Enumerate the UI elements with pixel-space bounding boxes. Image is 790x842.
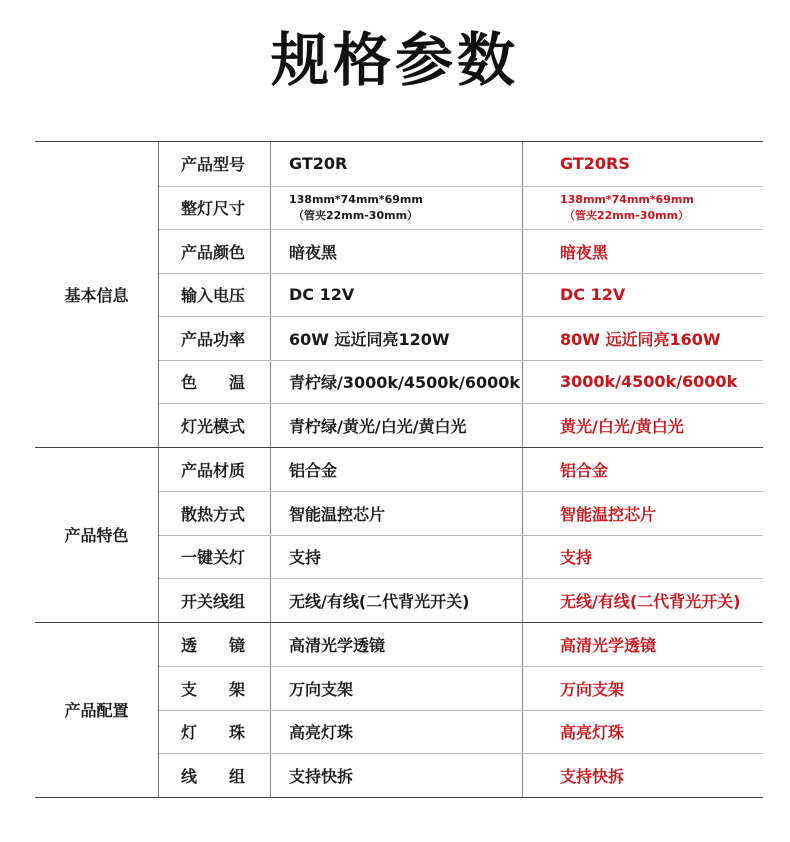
value-line: 暗夜黑	[560, 242, 609, 262]
gt20rs-value	[523, 361, 763, 404]
table-row	[159, 142, 763, 186]
gt20r-value	[271, 230, 523, 273]
value-line: 高清光学透镜	[289, 635, 386, 655]
table-row	[159, 273, 763, 317]
gt20rs-value	[523, 230, 763, 273]
row-label: 开关线组	[159, 579, 271, 622]
value-line: 138mm*74mm*69mm	[560, 192, 694, 206]
table-row	[159, 710, 763, 754]
value-line: 铝合金	[560, 460, 609, 480]
value-line: 无线/有线(二代背光开关)	[560, 591, 741, 611]
value-line: 支持	[289, 548, 322, 568]
gt20rs-value	[523, 142, 763, 186]
gt20r-value	[271, 142, 523, 186]
gt20r-value	[271, 274, 523, 317]
value-line: 青柠绿/3000k/4500k/6000k	[289, 373, 521, 393]
gt20r-value	[271, 667, 523, 710]
table-row	[159, 316, 763, 360]
value-line: 支持	[560, 548, 593, 568]
value-line: 智能温控芯片	[289, 504, 386, 524]
gt20rs-value	[523, 187, 763, 230]
gt20r-value	[271, 492, 523, 535]
row-label: 灯 珠	[159, 711, 271, 754]
value-line: 高亮灯珠	[560, 723, 625, 743]
group-rows	[159, 448, 763, 622]
gt20rs-value	[523, 404, 763, 447]
gt20r-value	[271, 361, 523, 404]
row-label: 色 温	[159, 361, 271, 404]
spec-group	[35, 622, 763, 798]
gt20rs-value	[523, 492, 763, 535]
value-line: 80W 远近同亮160W	[560, 329, 721, 349]
table-row	[159, 491, 763, 535]
group-rows	[159, 623, 763, 797]
value-line: 高清光学透镜	[560, 635, 657, 655]
page-title: 规格参数	[270, 26, 519, 94]
gt20r-value	[271, 187, 523, 230]
gt20r-value	[271, 404, 523, 447]
gt20r-value	[271, 448, 523, 492]
table-row	[159, 578, 763, 622]
spec-group	[35, 447, 763, 622]
value-line: （管夹22mm-30mm）	[564, 208, 690, 222]
row-label: 散热方式	[159, 492, 271, 535]
table-row	[159, 360, 763, 404]
gt20rs-value	[523, 667, 763, 710]
gt20rs-value	[523, 536, 763, 579]
value-line: 支持快拆	[560, 766, 625, 786]
row-label: 线 组	[159, 754, 271, 797]
row-label: 产品材质	[159, 448, 271, 492]
value-line: 智能温控芯片	[560, 504, 657, 524]
row-label: 产品功率	[159, 317, 271, 360]
table-row	[159, 403, 763, 447]
value-line: 铝合金	[289, 460, 338, 480]
value-line: DC 12V	[560, 285, 626, 305]
gt20r-value	[271, 317, 523, 360]
table-row	[159, 448, 763, 492]
gt20r-value	[271, 536, 523, 579]
value-line: 支持快拆	[289, 766, 354, 786]
row-label: 输入电压	[159, 274, 271, 317]
table-row	[159, 753, 763, 797]
gt20r-value	[271, 579, 523, 622]
table-row	[159, 666, 763, 710]
value-line: 高亮灯珠	[289, 723, 354, 743]
gt20rs-value	[523, 754, 763, 797]
value-line: 黄光/白光/黄白光	[560, 416, 684, 436]
row-label: 灯光模式	[159, 404, 271, 447]
value-line: （管夹22mm-30mm）	[293, 208, 419, 222]
row-label: 整灯尺寸	[159, 187, 271, 230]
group-rows	[159, 142, 763, 447]
row-label: 产品型号	[159, 142, 271, 186]
value-line: 60W 远近同亮120W	[289, 329, 450, 349]
group-label: 基本信息	[35, 142, 159, 447]
value-line: DC 12V	[289, 285, 355, 305]
row-label: 一键关灯	[159, 536, 271, 579]
table-row	[159, 229, 763, 273]
gt20rs-value	[523, 448, 763, 492]
value-line: 138mm*74mm*69mm	[289, 192, 423, 206]
spec-group	[35, 141, 763, 447]
table-row	[159, 535, 763, 579]
gt20rs-value	[523, 623, 763, 667]
gt20rs-value	[523, 274, 763, 317]
value-line: 青柠绿/黄光/白光/黄白光	[289, 416, 467, 436]
row-label: 产品颜色	[159, 230, 271, 273]
group-label: 产品特色	[35, 448, 159, 622]
row-label: 透 镜	[159, 623, 271, 667]
gt20rs-value	[523, 579, 763, 622]
table-row	[159, 623, 763, 667]
group-label: 产品配置	[35, 623, 159, 797]
value-line: 暗夜黑	[289, 242, 338, 262]
table-row	[159, 186, 763, 230]
spec-table	[35, 141, 763, 798]
gt20r-value	[271, 754, 523, 797]
value-line: 万向支架	[289, 679, 354, 699]
gt20rs-value	[523, 711, 763, 754]
gt20rs-value	[523, 317, 763, 360]
gt20r-value	[271, 711, 523, 754]
value-line: 3000k/4500k/6000k	[560, 372, 738, 392]
gt20r-value	[271, 623, 523, 667]
value-line: 无线/有线(二代背光开关)	[289, 591, 470, 611]
row-label: 支 架	[159, 667, 271, 710]
value-line: GT20RS	[560, 154, 630, 174]
value-line: GT20R	[289, 154, 348, 174]
value-line: 万向支架	[560, 679, 625, 699]
